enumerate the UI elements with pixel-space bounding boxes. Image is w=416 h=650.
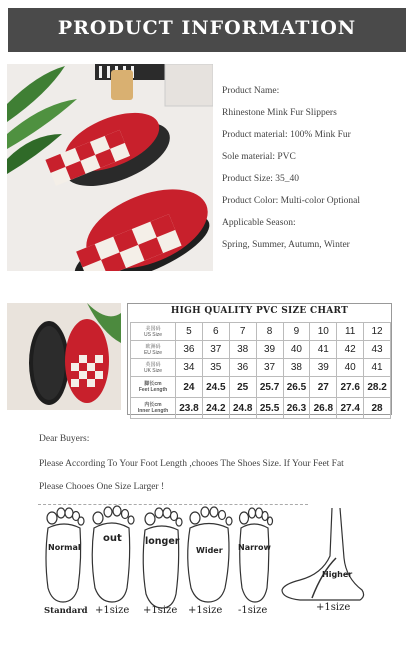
cell: 26.8 [310, 398, 337, 419]
cell: 12 [364, 323, 391, 341]
row-label: 脚长cm Feet Length [131, 377, 176, 398]
row-label: 内长cm Inner Length [131, 398, 176, 419]
size-chart [127, 303, 392, 415]
cell: 36 [176, 341, 203, 359]
cell: 38 [283, 359, 310, 377]
foot-type-label: Normal [48, 543, 81, 552]
cell: 24.5 [202, 377, 229, 398]
cell: 27 [310, 377, 337, 398]
cell: 25.5 [256, 398, 283, 419]
size-advice-label: Standard [44, 606, 88, 616]
foot-outlines [0, 498, 416, 648]
cell: 43 [364, 341, 391, 359]
cell: 7 [229, 323, 256, 341]
size-advice-label: +1size [188, 605, 223, 616]
size-row-feet-length [131, 377, 391, 398]
notes-line-2: Please Chooes One Size Larger ! [39, 482, 165, 492]
foot-type-label: Higher [322, 570, 353, 579]
row-label: 欧洲码 EU Size [131, 341, 176, 359]
cell: 34 [176, 359, 203, 377]
cell: 36 [229, 359, 256, 377]
cell: 25.7 [256, 377, 283, 398]
product-size: Product Size: 35_40 [222, 174, 300, 184]
cell: 8 [256, 323, 283, 341]
cell: 40 [283, 341, 310, 359]
size-row-uk [131, 359, 391, 377]
applicable-season-label: Applicable Season: [222, 218, 296, 228]
cell: 28 [364, 398, 391, 419]
size-advice-label: -1size [238, 605, 268, 616]
cell: 35 [202, 359, 229, 377]
cell: 28.2 [364, 377, 391, 398]
cell: 39 [310, 359, 337, 377]
product-information-banner [8, 8, 406, 52]
cell: 37 [202, 341, 229, 359]
cell: 11 [337, 323, 364, 341]
cell: 26.3 [283, 398, 310, 419]
foot-type-label: longer [145, 536, 180, 547]
cell: 42 [337, 341, 364, 359]
foot-type-label: Wider [196, 546, 223, 555]
size-chart-title: HIGH QUALITY PVC SIZE CHART [170, 306, 349, 316]
foot-type-guide [0, 498, 416, 648]
product-photo-main [7, 64, 213, 271]
product-name-label: Product Name: [222, 86, 280, 96]
cell: 27.6 [337, 377, 364, 398]
cell: 23.8 [176, 398, 203, 419]
size-row-eu [131, 341, 391, 359]
cell: 38 [229, 341, 256, 359]
size-advice-label: +1size [316, 602, 351, 613]
cell: 6 [202, 323, 229, 341]
applicable-season-value: Spring, Summer, Autumn, Winter [222, 240, 350, 250]
cell: 10 [310, 323, 337, 341]
cell: 41 [310, 341, 337, 359]
cell: 27.4 [337, 398, 364, 419]
row-label: 美国码 US Size [131, 323, 176, 341]
cell: 5 [176, 323, 203, 341]
sole-material: Sole material: PVC [222, 152, 296, 162]
size-chart-table [130, 322, 391, 419]
size-advice-label: +1size [143, 605, 178, 616]
notes-greeting: Dear Buyers: [39, 434, 90, 444]
cell: 24 [176, 377, 203, 398]
cell: 37 [256, 359, 283, 377]
cell: 26.5 [283, 377, 310, 398]
size-advice-label: +1size [95, 605, 130, 616]
row-label: 英国码 UK Size [131, 359, 176, 377]
cell: 9 [283, 323, 310, 341]
size-row-us [131, 323, 391, 341]
banner-title: PRODUCT INFORMATION [57, 17, 357, 39]
product-color: Product Color: Multi-color Optional [222, 196, 361, 206]
cell: 24.8 [229, 398, 256, 419]
cell: 40 [337, 359, 364, 377]
product-photo-sole [7, 303, 121, 410]
cell: 41 [364, 359, 391, 377]
foot-type-label: out [103, 533, 122, 544]
cell: 39 [256, 341, 283, 359]
notes-line-1: Please According To Your Foot Length ,chooes The Shoes Size. If Your Feet Fat [39, 459, 344, 469]
product-material: Product material: 100% Mink Fur [222, 130, 351, 140]
size-row-inner-length [131, 398, 391, 419]
foot-type-label: Narrow [238, 543, 271, 552]
product-name-value: Rhinestone Mink Fur Slippers [222, 108, 337, 118]
cell: 25 [229, 377, 256, 398]
cell: 24.2 [202, 398, 229, 419]
